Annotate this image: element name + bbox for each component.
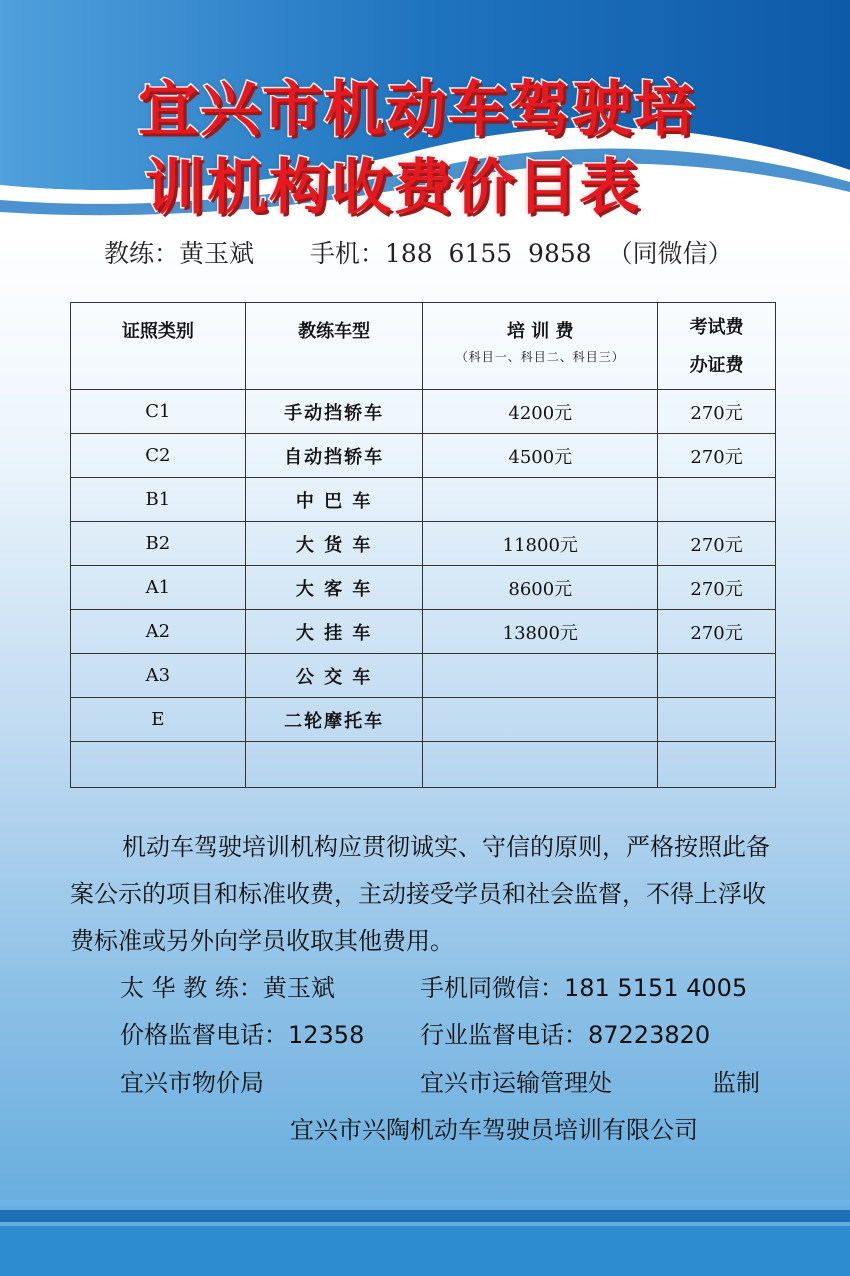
- title-line-1: 宜兴市机动车驾驶培: [138, 75, 696, 145]
- cell-code: [71, 742, 246, 788]
- cell-vehicle: 自动挡轿车: [245, 434, 423, 478]
- cell-vehicle: 二轮摩托车: [245, 698, 423, 742]
- cell-exam-fee: [658, 478, 776, 522]
- cell-exam-fee: 270元: [658, 566, 776, 610]
- cell-training-fee: 4500元: [423, 434, 658, 478]
- table-row: [71, 654, 776, 698]
- header-exam: 考试费 办证费: [658, 303, 776, 390]
- cell-training-fee: [423, 478, 658, 522]
- header-training: 培 训 费 （科目一、科目二、科目三）: [423, 303, 658, 390]
- cell-vehicle: 手动挡轿车: [245, 390, 423, 434]
- footer-bureau-transport: 宜兴市运输管理处: [420, 1069, 612, 1097]
- cell-vehicle: 大 客 车: [245, 566, 423, 610]
- footer-company: 宜兴市兴陶机动车驾驶员培训有限公司: [290, 1116, 698, 1144]
- bottom-band: [0, 1226, 850, 1276]
- cell-exam-fee: [658, 698, 776, 742]
- cell-training-fee: [423, 742, 658, 788]
- cell-code: B2: [71, 522, 246, 566]
- table-row: [71, 742, 776, 788]
- table-row: [71, 698, 776, 742]
- table-row: [71, 610, 776, 654]
- footer-bureau-price: 宜兴市物价局: [120, 1069, 264, 1097]
- footer-price-hotline: 价格监督电话：12358: [120, 1021, 365, 1049]
- contact-line: [104, 234, 733, 270]
- cell-code: C1: [71, 390, 246, 434]
- cell-training-fee: [423, 698, 658, 742]
- coach-name: 教练：黄玉斌: [104, 239, 255, 268]
- cell-exam-fee: 270元: [658, 390, 776, 434]
- header-vehicle: 教练车型: [245, 303, 423, 390]
- cell-code: E: [71, 698, 246, 742]
- cell-vehicle: 公 交 车: [245, 654, 423, 698]
- cell-exam-fee: [658, 654, 776, 698]
- cell-training-fee: 8600元: [423, 566, 658, 610]
- fee-table: [70, 302, 776, 788]
- cell-code: A2: [71, 610, 246, 654]
- header-license: 证照类别: [71, 303, 246, 390]
- title-line-2: 训机构收费价目表: [145, 153, 641, 223]
- bottom-stripe-light: [0, 1200, 850, 1206]
- cell-exam-fee: 270元: [658, 610, 776, 654]
- notice-text: 机动车驾驶培训机构应贯彻诚实、守信的原则，严格按照此备案公示的项目和标准收费，主动接受学员和社会监督，不得上浮收费标准或另外向学员收取其他费用。: [70, 833, 770, 955]
- cell-training-fee: [423, 654, 658, 698]
- coach-phone: 手机：188 6155 9858 （同微信）: [309, 239, 733, 268]
- cell-exam-fee: 270元: [658, 522, 776, 566]
- cell-exam-fee: 270元: [658, 434, 776, 478]
- cell-code: A3: [71, 654, 246, 698]
- table-row: [71, 434, 776, 478]
- cell-training-fee: 4200元: [423, 390, 658, 434]
- table-row: [71, 566, 776, 610]
- cell-code: C2: [71, 434, 246, 478]
- cell-training-fee: 13800元: [423, 610, 658, 654]
- footer-coach-phone: 手机同微信：181 5151 4005: [420, 974, 748, 1002]
- cell-code: B1: [71, 478, 246, 522]
- footer-coach: 太 华 教 练：黄玉斌: [120, 974, 335, 1002]
- table-header-row: [71, 303, 776, 390]
- table-row: [71, 522, 776, 566]
- cell-vehicle: 大 挂 车: [245, 610, 423, 654]
- cell-exam-fee: [658, 742, 776, 788]
- cell-training-fee: 11800元: [423, 522, 658, 566]
- bottom-stripe-dark: [0, 1210, 850, 1222]
- table-row: [71, 478, 776, 522]
- cell-code: A1: [71, 566, 246, 610]
- cell-vehicle: 中 巴 车: [245, 478, 423, 522]
- table-row: [71, 390, 776, 434]
- footer-industry-hotline: 行业监督电话：87223820: [420, 1021, 711, 1049]
- cell-vehicle: 大 货 车: [245, 522, 423, 566]
- footer-supervise: 监制: [712, 1069, 760, 1097]
- notice-paragraph: [70, 824, 782, 965]
- cell-vehicle: [245, 742, 423, 788]
